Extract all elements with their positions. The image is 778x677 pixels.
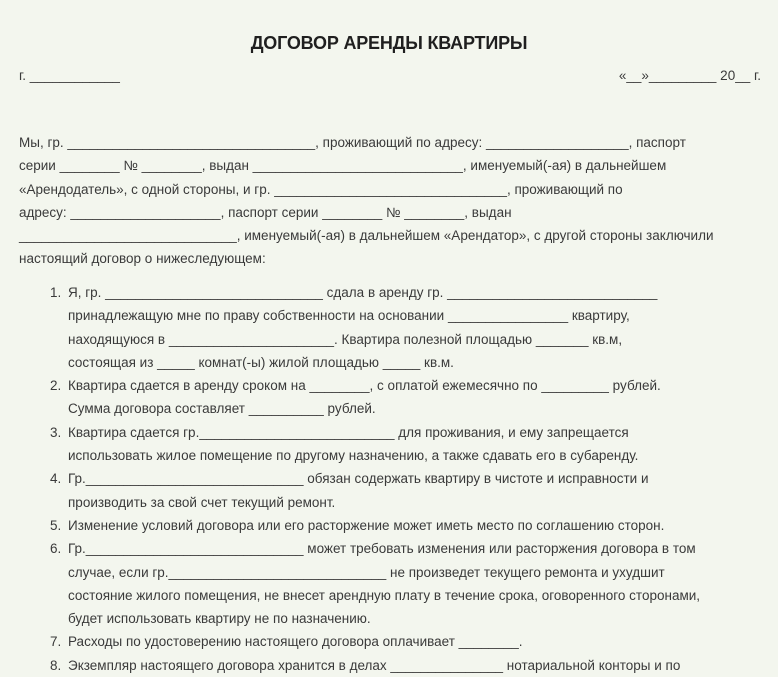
term-line: Экземпляр настоящего договора хранится в делах _______________ нотариальной конторы и по — [68, 657, 681, 673]
term-number: 1. — [50, 285, 62, 300]
term-line: Сумма договора составляет __________ рублей. — [68, 401, 376, 417]
term-number: 4. — [50, 471, 62, 487]
intro-line: адресу: ____________________, паспорт серии ________ № ________, выдан — [19, 204, 512, 220]
intro-line: Мы, гр. _________________________________, проживающий по адресу: ___________________, паспорт — [19, 135, 686, 150]
term-line: Изменение условий договора или его расторжение может иметь место по соглашению сторон. — [68, 517, 665, 533]
term-item — [40, 654, 770, 677]
term-line: находящуюся в ______________________. Квартира полезной площадью _______ кв.м, — [68, 331, 623, 347]
term-line: Квартира сдается в аренду сроком на ________, с оплатой ежемесячно по _________ рублей. — [68, 378, 661, 394]
term-line: принадлежащую мне по праву собственности на основании ________________ квартиру, — [68, 308, 630, 324]
intro-line: настоящий договор о нижеследующем: — [19, 251, 266, 267]
term-line: Расходы по удостоверению настоящего договора оплачивает ________. — [68, 634, 523, 650]
term-item — [40, 374, 770, 421]
term-line: будет использовать квартиру не по назначению. — [68, 611, 371, 627]
city-field: г. ____________ — [19, 68, 120, 83]
term-item — [40, 514, 770, 537]
term-line: производить за свой счет текущий ремонт. — [68, 494, 336, 510]
intro-line: серии ________ № ________, выдан ____________________________, именуемый(-ая) в дальнейшем — [19, 158, 667, 174]
document-title: ДОГОВОР АРЕНДЫ КВАРТИРЫ — [250, 33, 528, 53]
term-number: 6. — [50, 541, 62, 557]
intro-paragraph — [19, 131, 769, 271]
terms-list — [40, 281, 770, 677]
intro-line: «Арендодатель», с одной стороны, и гр. _______________________________, проживающий по — [19, 181, 623, 197]
term-line: случае, если гр._____________________________ не произведет текущего ремонта и ухудшит — [68, 564, 665, 580]
term-line: Я, гр. _____________________________ сдала в аренду гр. ____________________________ — [68, 285, 658, 300]
term-number: 7. — [50, 634, 62, 650]
term-line: использовать жилое помещение по другому назначению, а также сдавать его в субаренду. — [68, 448, 639, 464]
term-item — [40, 467, 770, 514]
term-item — [40, 537, 770, 630]
term-number: 3. — [50, 424, 62, 440]
term-item — [40, 630, 770, 653]
term-number: 8. — [50, 657, 62, 673]
term-line: Квартира сдается гр.__________________________ для проживания, и ему запрещается — [68, 424, 629, 440]
term-line: Гр._____________________________ может требовать изменения или расторжения договора в том — [68, 541, 696, 557]
term-item — [40, 421, 770, 468]
term-line: Гр._____________________________ обязан содержать квартиру в чистоте и исправности и — [68, 471, 649, 487]
date-field: «__»_________ 20__ г. — [618, 68, 761, 83]
term-number: 5. — [50, 517, 62, 533]
intro-line: _____________________________, именуемый(-ая) в дальнейшем «Арендатор», с другой стороны заключили — [19, 228, 714, 244]
term-item — [40, 281, 770, 374]
term-line: состоящая из _____ комнат(-ы) жилой площадью _____ кв.м. — [68, 354, 454, 370]
term-line: состояние жилого помещения, не внесет арендную плату в течение срока, оговоренного сторонами, — [68, 587, 701, 603]
term-number: 2. — [50, 378, 62, 394]
